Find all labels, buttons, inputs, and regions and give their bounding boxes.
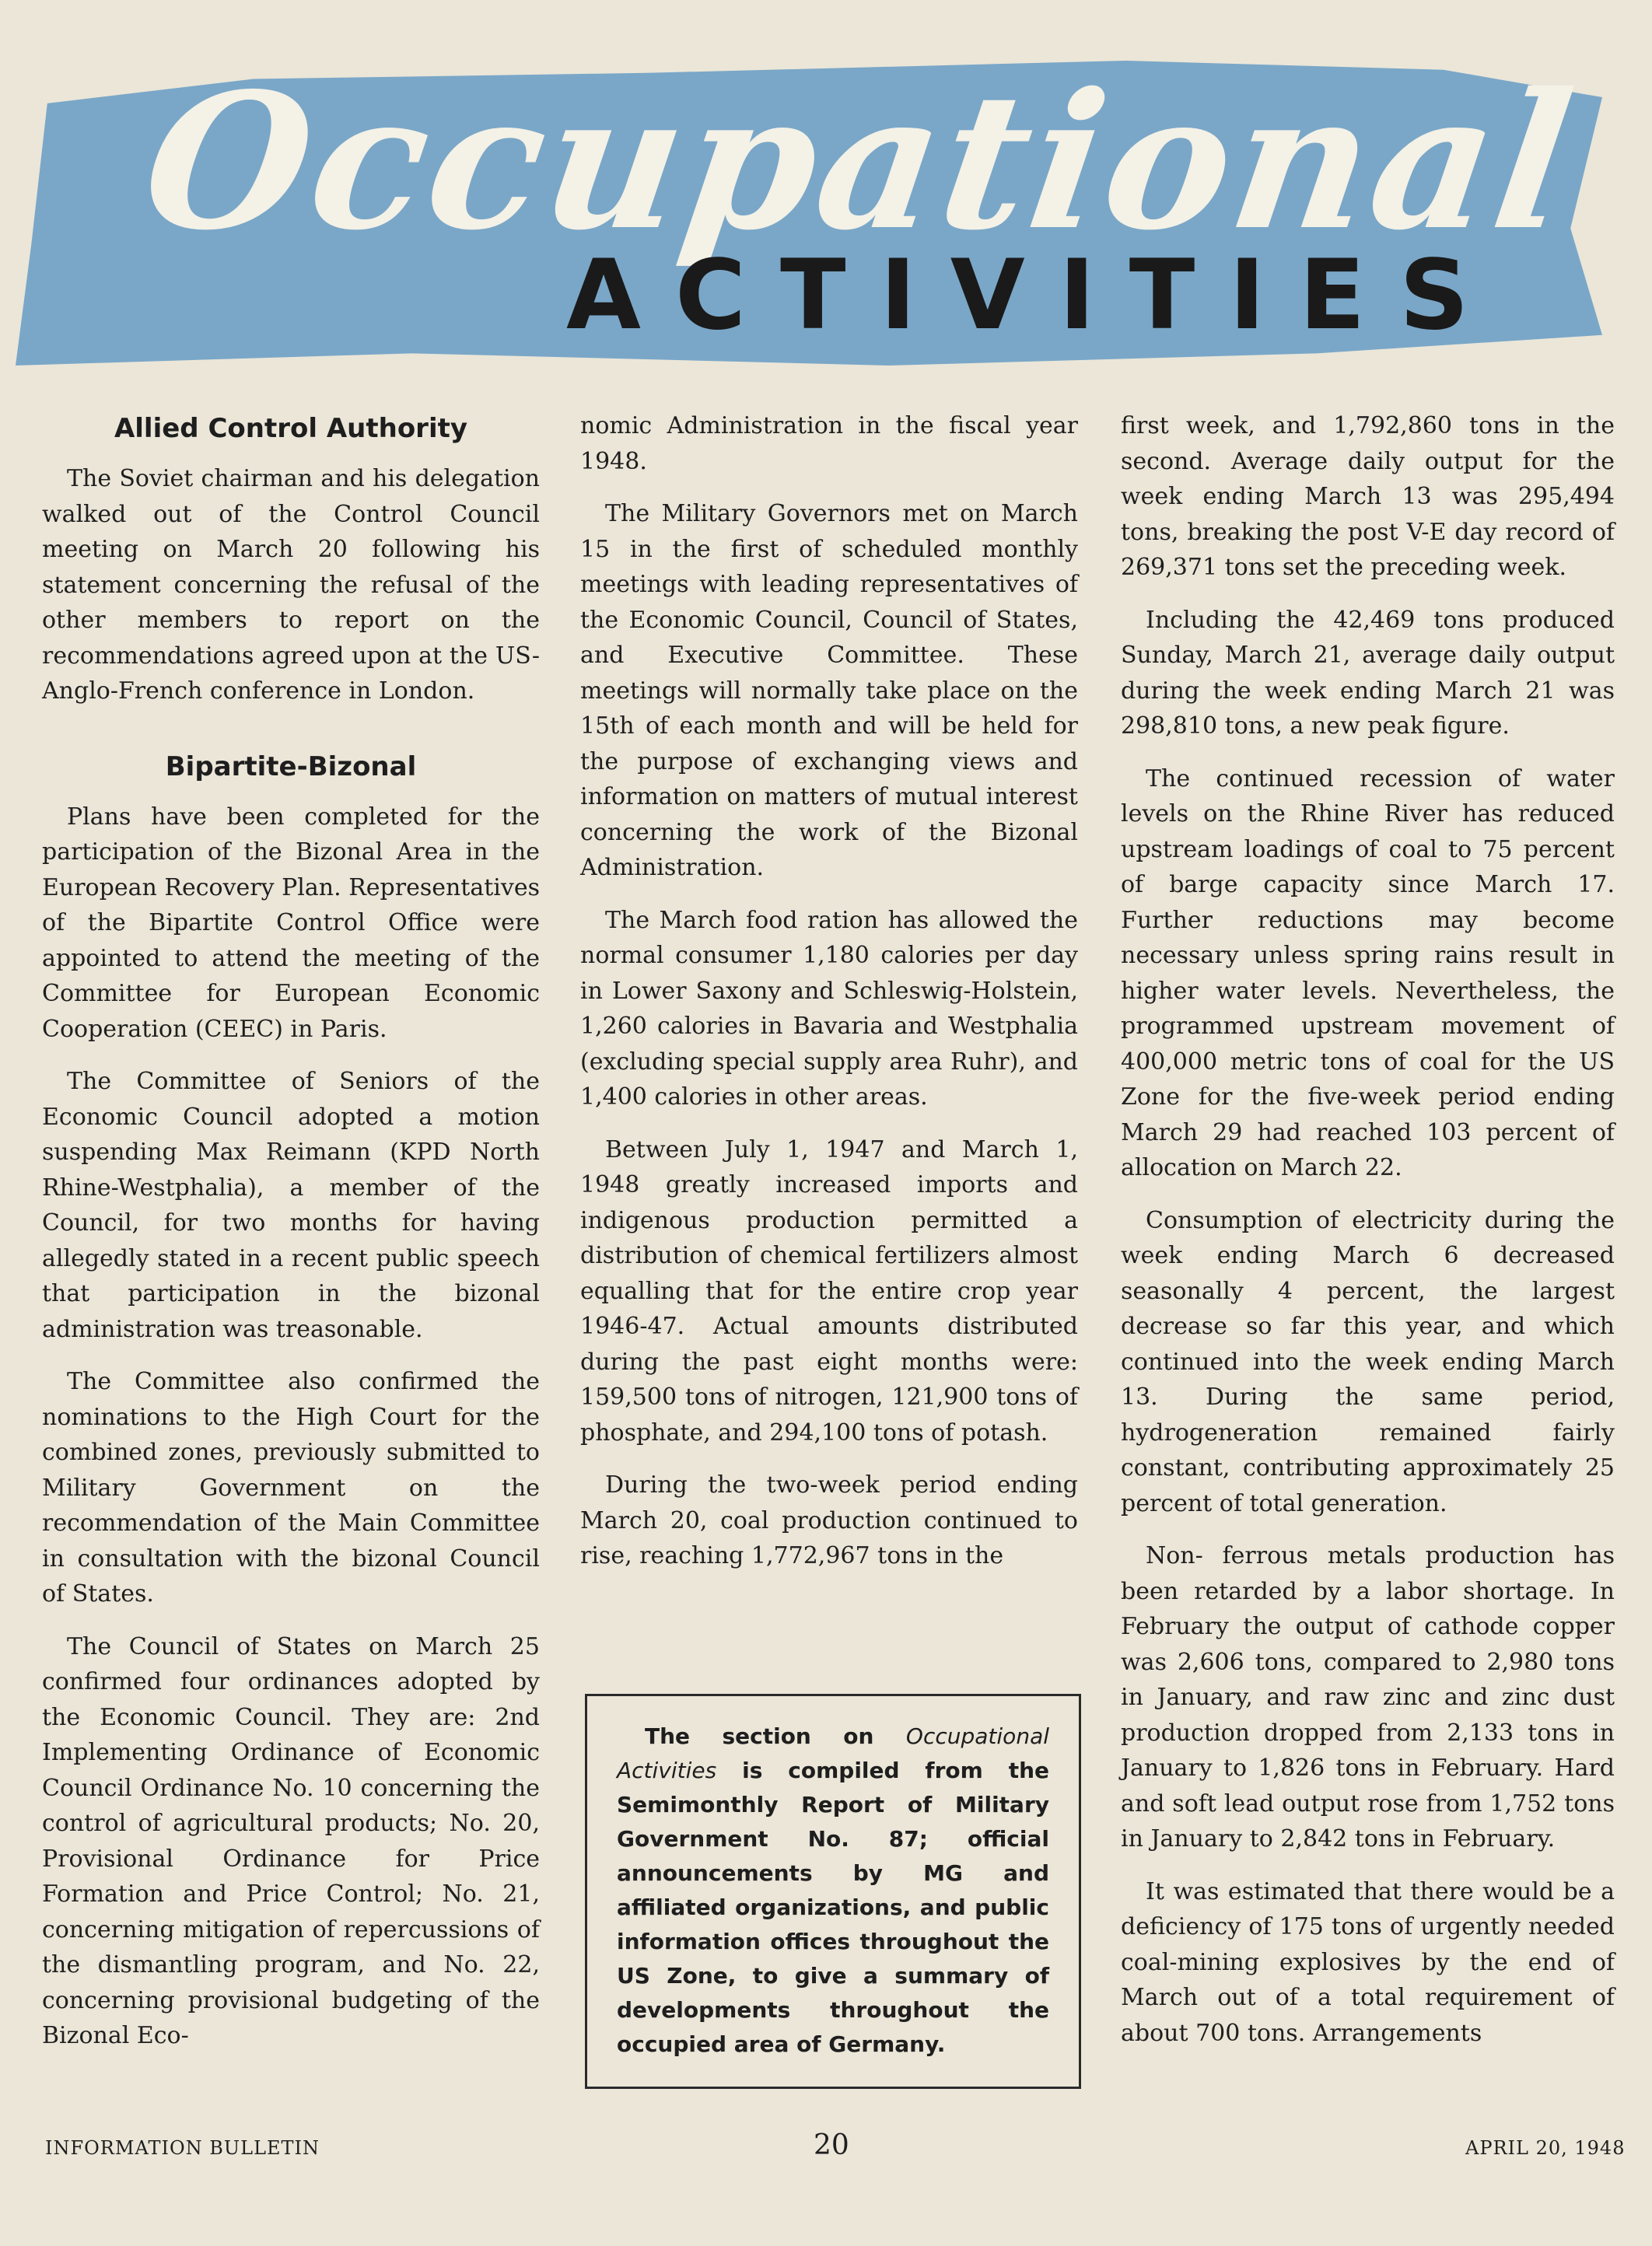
note-rest: is compiled from the Semimonthly Report of Military Government No. 87; official announcements by MG and affiliated organizations, and public information offices throughout the US Zone, to give a summary of developments throughout the occupied area of Germany. (617, 1758, 1050, 2057)
paragraph: During the two-week period ending March 20, coal production continued to rise, reaching 1,772,967 tons in the (580, 1471, 1078, 1569)
section-heading-allied: Allied Control Authority (114, 413, 468, 444)
footer-publication: INFORMATION BULLETIN (45, 2137, 320, 2159)
sidebar-note-box (585, 1694, 1081, 2089)
paragraph-continued: first week, and 1,792,860 tons in the second. Average daily output for the week ending March 13 was 295,494 tons, breaking the post V-E day record of 269,371 tons set the preceding week. (1121, 412, 1615, 581)
paragraph: The continued recession of water levels on the Rhine River has reduced upstream loadings of coal to 75 percent of barge capacity since March 17. Further reductions may become necessary unless spring rains result in higher water levels. Nevertheless, the programmed upstream movement of 400,000 metric tons of coal for the US Zone for the five-week period ending March 29 had reached 103 percent of allocation on March 22. (1121, 764, 1615, 1181)
paragraph: The March food ration has allowed the normal consumer 1,180 calories per day in Lower Saxony and Schleswig-Holstein, 1,260 calories in Bavaria and Westphalia (excluding special supply area Ruhr), and 1,400 calories in other areas. (580, 906, 1078, 1111)
column-right (1121, 408, 1615, 2068)
section-heading-bipartite: Bipartite-Bizonal (165, 750, 417, 782)
paragraph: The Council of States on March 25 confirmed four ordinances adopted by the Economic Council. They are: 2nd Implementing Ordinance of Economic Council Ordinance No. 10 concerning the control of agricultural products; No. 20, Provisional Ordinance for Price Formation and Price Control; No. 21, concerning mitigation of repercussions of the dismantling program, and No. 22, concerning provisional budgeting of the Bizonal Eco- (42, 1632, 540, 2050)
paragraph: The Military Governors met on March 15 in the first of scheduled monthly meetings with leading representatives of the Economic Council, Council of States, and Executive Committee. These meetings will normally take place on the 15th of each month and will be held for the purpose of exchanging views and information on matters of mutual interest concerning the work of the Bizonal Administration. (580, 500, 1078, 881)
footer-date: APRIL 20, 1948 (1465, 2137, 1626, 2159)
header-block-title: ACTIVITIES (566, 240, 1503, 352)
paragraph: It was estimated that there would be a deficiency of 175 tons of urgently needed coal-mining explosives by the end of March out of a total requirement of about 700 tons. Arrangements (1121, 1877, 1615, 2047)
note-lead: The section on (645, 1723, 874, 1749)
sidebar-note-text (617, 1719, 1049, 2062)
paragraph-continued: nomic Administration in the fiscal year 1948. (580, 412, 1078, 475)
paragraph: Consumption of electricity during the week ending March 6 decreased seasonally 4 percent, the largest decrease so far this year, and which continued into the week ending March 13. During the same period, hydrogeneration remained fairly constant, contributing approximately 25 percent of total generation. (1121, 1206, 1615, 1517)
paragraph: The Committee also confirmed the nominations to the High Court for the combined zones, previously submitted to Military Government on the recommendation of the Main Committee in consultation with the bizonal Council of States. (42, 1368, 540, 1608)
paragraph: Between July 1, 1947 and March 1, 1948 greatly increased imports and indigenous production permitted a distribution of chemical fertilizers almost equalling that for the entire crop year 1946-47. Actual amounts distributed during the past eight months were: 159,500 tons of nitrogen, 121,900 tons of phosphate, and 294,100 tons of potash. (580, 1135, 1078, 1447)
column-middle (580, 408, 1078, 1591)
paragraph: Plans have been completed for the participation of the Bizonal Area in the European Recovery Plan. Representatives of the Bipartite Control Office were appointed to attend the meeting of the Committee for European Economic Cooperation (CEEC) in Paris. (42, 803, 540, 1043)
note-italic: Occupational Activities (617, 1723, 1049, 1783)
paragraph: Non- ferrous metals production has been retarded by a labor shortage. In February the output of cathode copper was 2,606 tons, compared to 2,980 tons in January, and raw zinc and zinc dust production dropped from 2,133 tons in January to 1,826 tons in February. Hard and soft lead output rose from 1,752 tons in January to 2,842 tons in February. (1121, 1542, 1615, 1852)
paragraph: The Committee of Seniors of the Economic Council adopted a motion suspending Max Reimann (KPD North Rhine-Westphalia), a member of the Council, for two months for having allegedly stated in a recent public speech that participation in the bizonal administration was treasonable. (42, 1068, 540, 1343)
paragraph: Including the 42,469 tons produced Sunday, March 21, average daily output during the week ending March 21 was 298,810 tons, a new peak figure. (1121, 606, 1615, 740)
paragraph: The Soviet chairman and his delegation walked out of the Control Council meeting on March 20 following his statement concerning the refusal of the other members to report on the recommendations agreed upon at the US-Anglo-French conference in London. (42, 465, 540, 705)
header-script-title: Occupational (132, 52, 1587, 271)
column-left (42, 408, 540, 2071)
footer-page-number: 20 (814, 2129, 849, 2161)
